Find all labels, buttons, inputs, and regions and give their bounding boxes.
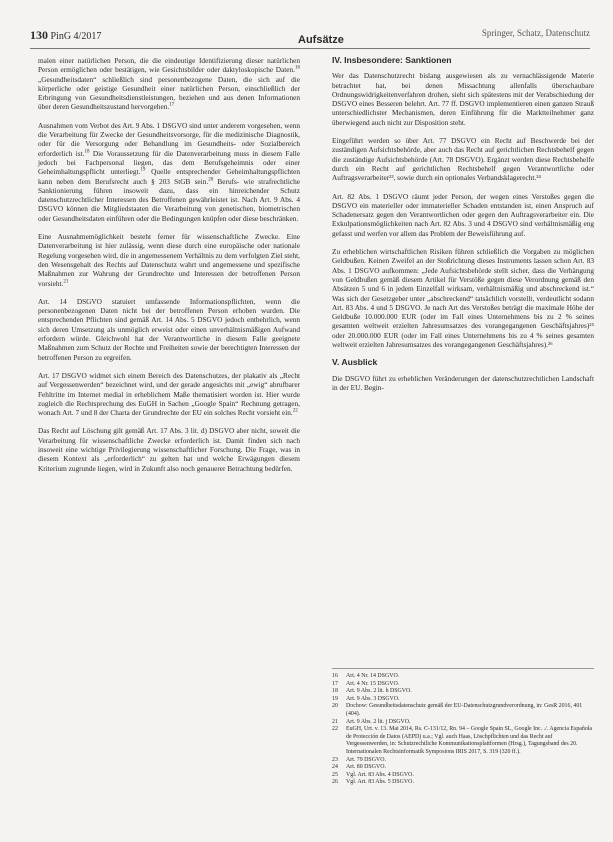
paragraph: malen einer natürlichen Person, die die eindeutige Identifizierung dieser natürlichen Person ermöglichen oder bestätigen, wie Gesichtsbilder oder daktyloskopische Daten.$^{16}$ „Gesundheitsdaten“ schließlich sind personenbezogene Daten, die sich auf die körperliche oder geistige Gesundheit einer natürlichen Person, einschließlich der Erbringung von Gesundheitsdienstleistungen, beziehen und aus denen Informationen über deren Gesundheitszustand hervorgehen.$^{17}$ <box>38 56 300 112</box>
footnote: 19 Art. 9 Abs. 3 DSGVO. <box>332 695 400 702</box>
paragraph: Die DSGVO führt zu erheblichen Veränderungen der datenschutzrechtlichen Landschaft in der EU. Begin- <box>332 373 594 392</box>
paragraph: Eingeführt werden so über Art. 77 DSGVO ein Recht auf Beschwerde bei der zuständigen Aufsichtsbehörde, aber auch das Recht auf gerichtlichen Rechtsbehelf gegen die zuständige Aufsichtsbehörde (Art. 78 DSGVO). Ergänzt werden diese Rechtsbehelfe durch ein Recht auf gerichtlichen Rechtsbehelf gegen Verantwortliche oder Auftragsverarbeiter²³, sowie durch ein optionales Verbandsklagerecht.²⁴ <box>332 136 594 183</box>
paragraph: Art. 17 DSGVO widmet sich einem Bereich des Datenschutzes, der plakativ als „Recht auf Vergessenwerden“ bezeichnet wird, und der gerade angesichts mit „ewig“ abrufbarer Fehltritte im Internet medial in erheblichem Maße thematisiert worden ist. Hier wurde zugleich die Rechtsprechung des EuGH in Sachen „Google Spain“ Rechnung getragen, wonach Art. 7 und 8 der Charta der Grundrechte der EU ein solches Recht vorsieht ein.$^{22}$ <box>38 370 300 418</box>
journal-issue: PinG 4/2017 <box>50 31 102 42</box>
footnote: 20 Dochow: Gesundheitsdatenschutz gemäß der EU-Datenschutzgrundverordnung, in: GesR 2016, 401 (404). <box>332 703 583 717</box>
paragraph: Eine Ausnahmemöglichkeit besteht ferner für wissenschaftliche Zwecke. Eine Datenverarbeitung ist hier zulässig, wenn diese durch eine europäische oder nationale Regelung vorgesehen wird, die in angemessenem Verhältnis zu dem verfolgten Ziel steht, den Wesensgehalt des Rechts auf Datenschutz wahrt und angemessene und spezifische Maßnahmen zur Wahrung der Grundrechte und Interessen der betroffenen Person vorsieht.$^{21}$ <box>38 232 300 288</box>
footnote: 18 Art. 9 Abs. 2 lit. h DSGVO. <box>332 688 412 695</box>
paragraph: Ausnahmen vom Verbot des Art. 9 Abs. 1 DSGVO sind unter anderem vorgesehen, wenn die Verarbeitung für Zwecke der Gesundheitsvorsorge, für die medizinische Diagnostik, oder für die Versorgung oder Behandlung im Gesundheits- oder Sozialbereich erforderlich ist.$^{18}$ Die Voraussetzung für die Datenverarbeitung muss in diesem Falle jedoch bei Fachpersonal liegen, das dem Berufsgeheimnis oder einer Geheimhaltungspflicht unterliegt.$^{19}$ Quelle entsprechender Geheimhaltungspflichten kann neben dem Berufsrecht auch § 203 StGB sein.$^{20}$ Berufs- wie strafrechtliche Sanktionierung führen insoweit dazu, dass ein hinreichender Schutz datenschutzrechtlicher Interessen des Betroffenen gewährleistet ist. Nach Art. 9 Abs. 4 DSGVO können die Mitgliedstaaten die Verarbeitung von genetischen, biometrischen oder Gesundheitsdaten einführen oder die Bedingungen knüpfen oder diese beschränken. <box>38 120 301 223</box>
section-label: Aufsätze <box>298 34 344 46</box>
footnote: 25 Vgl. Art. 83 Abs. 4 DSGVO. <box>332 771 414 778</box>
left-column <box>38 56 300 482</box>
footnote: 24 Art. 80 DSGVO. <box>332 764 386 771</box>
footnote: 26 Vgl. Art. 83 Abs. 5 DSGVO. <box>332 779 414 786</box>
paragraph: Das Recht auf Löschung gilt gemäß Art. 17 Abs. 3 lit. d) DSGVO aber nicht, soweit die Verarbeitung für wissenschaftliche Zwecke erforderlich ist. Damit finden sich nach insoweit eine wichtige Privilegierung wissenschaftlicher Forschung. Die Frage, was in diesem Kontext als „erforderlich“ zu gelten hat und welche Erwägungen diesem Kriterium zugrunde liegen, wird in Zukunft also noch genauerer Betrachtung bedürfen. <box>38 426 300 473</box>
footnotes <box>332 668 594 787</box>
section-heading-outlook: V. Ausblick <box>332 357 378 368</box>
page-number-and-journal <box>30 28 101 43</box>
paragraph: Art. 14 DSGVO statuiert umfassende Informationspflichten, wenn die personenbezogenen Daten nicht bei der betroffenen Person erhoben wurden. Die entsprechenden Pflichten sind gemäß Art. 14 Abs. 5 DSGVO jedoch entbehrlich, wenn sich deren Umsetzung als unmöglich erweist oder einen unverhältnismäßigen Aufwand erfordern würde. Gleichwohl hat der Verantwortliche in diesem Falle geeignete Maßnahmen zum Schutz der Rechte und Freiheiten sowie der berechtigten Interessen der betroffenen Person zu ergreifen. <box>38 296 300 362</box>
right-column <box>332 56 594 401</box>
footnote: 21 Art. 9 Abs. 2 lit. j DSGVO. <box>332 718 411 725</box>
footnote: 16 Art. 4 Nr. 14 DSGVO. <box>332 673 400 679</box>
paragraph: Wer das Datenschutzrecht bislang ausgewiesen als zu vernachlässigende Materie betrachtet hat, bei denen Missachtung allenfalls überschaubare Ordnungswidrigkeitenverfahren drohen, sieht sich spätestens mit der Verabschiedung der DSGVO eines Besseren belehrt. Art. 77 ff. DSGVO implementieren einen ganzen Strauß unterschiedlichster Mechanismen, deren Einführung für die Marktteilnehmer ganz überwiegend auch nicht zur Disposition steht. <box>332 71 594 127</box>
footnote: 23 Art. 79 DSGVO. <box>332 756 386 763</box>
footnote: 17 Art. 4 Nr. 15 DSGVO. <box>332 680 400 687</box>
page-number: 130 <box>30 28 48 42</box>
paragraph: Art. 82 Abs. 1 DSGVO räumt jeder Person, der wegen eines Verstoßes gegen die DSGVO ein materieller oder immaterieller Schaden entstanden ist, einen Anspruch auf Schadenersatz gegen den Verantwortlichen oder gegen den Auftragsverarbeiter ein. Die Exkulpationsmöglichkeiten nach Art. 82 Abs. 3 und 4 DSGVO sind verhältnismäßig eng gefasst und werfen vor allem das Problem der Beweisführung auf. <box>332 191 594 238</box>
page-header <box>30 28 590 49</box>
paragraph: Zu erheblichen wirtschaftlichen Risiken führen schließlich die Vorgaben zu möglichen Geldbußen. Keinen Zweifel an der Stoßrichtung dieses Instruments lassen schon Art. 83 Abs. 1 DSGVO aufkommen: „Jede Aufsichtsbehörde stellt sicher, dass die Verhängung von Geldbußen gemäß diesem Artikel für Verstöße gegen diese Verordnung gemäß den Absätzen 5 und 6 in jedem Einzelfall wirksam, verhältnismäßig und abschreckend ist.“ Was sich der Gesetzgeber unter „abschreckend“ tatsächlich vorstellt, verdeutlicht sodann Art. 83 Abs. 4 und 5 DSGVO. Je nach Art des Verstoßes beträgt die maximale Höhe der Geldbuße 10.000.000 EUR (oder im Fall eines Unternehmens bis zu 2 % seines gesamten weltweit erzielten Jahresumsatzes des vorangegangenen Geschäftsjahres)²⁵ oder 20.000.000 EUR (oder im Fall eines Unternehmens bis zu 4 % seines gesamten weltweit erzielten Jahresumsatzes des vorangegangenen Geschäftsjahres).²⁶ <box>332 247 594 350</box>
running-authors: Springer, Schatz, Datenschutz <box>481 28 590 38</box>
footnote: 22 EuGH, Urt. v. 13. Mai 2014, Rs. C-131/12, Rn. 94 – Google Spain SL, Google Inc. ./. Agencia Española de Protección de Datos (AEPD) u.a.; Vgl. auch Haas, Löschpflichten und das Recht auf Vergessenwerden, in: Schutzrechtliche Kommunikationsplattformen (Hrsg.), Tagungsband des 20. Internationalen Rechtsinformatik Symposions IRIS 2017, S. 319 (320 ff.). <box>332 726 593 755</box>
section-heading-sanctions: IV. Insbesondere: Sanktionen <box>332 55 452 65</box>
